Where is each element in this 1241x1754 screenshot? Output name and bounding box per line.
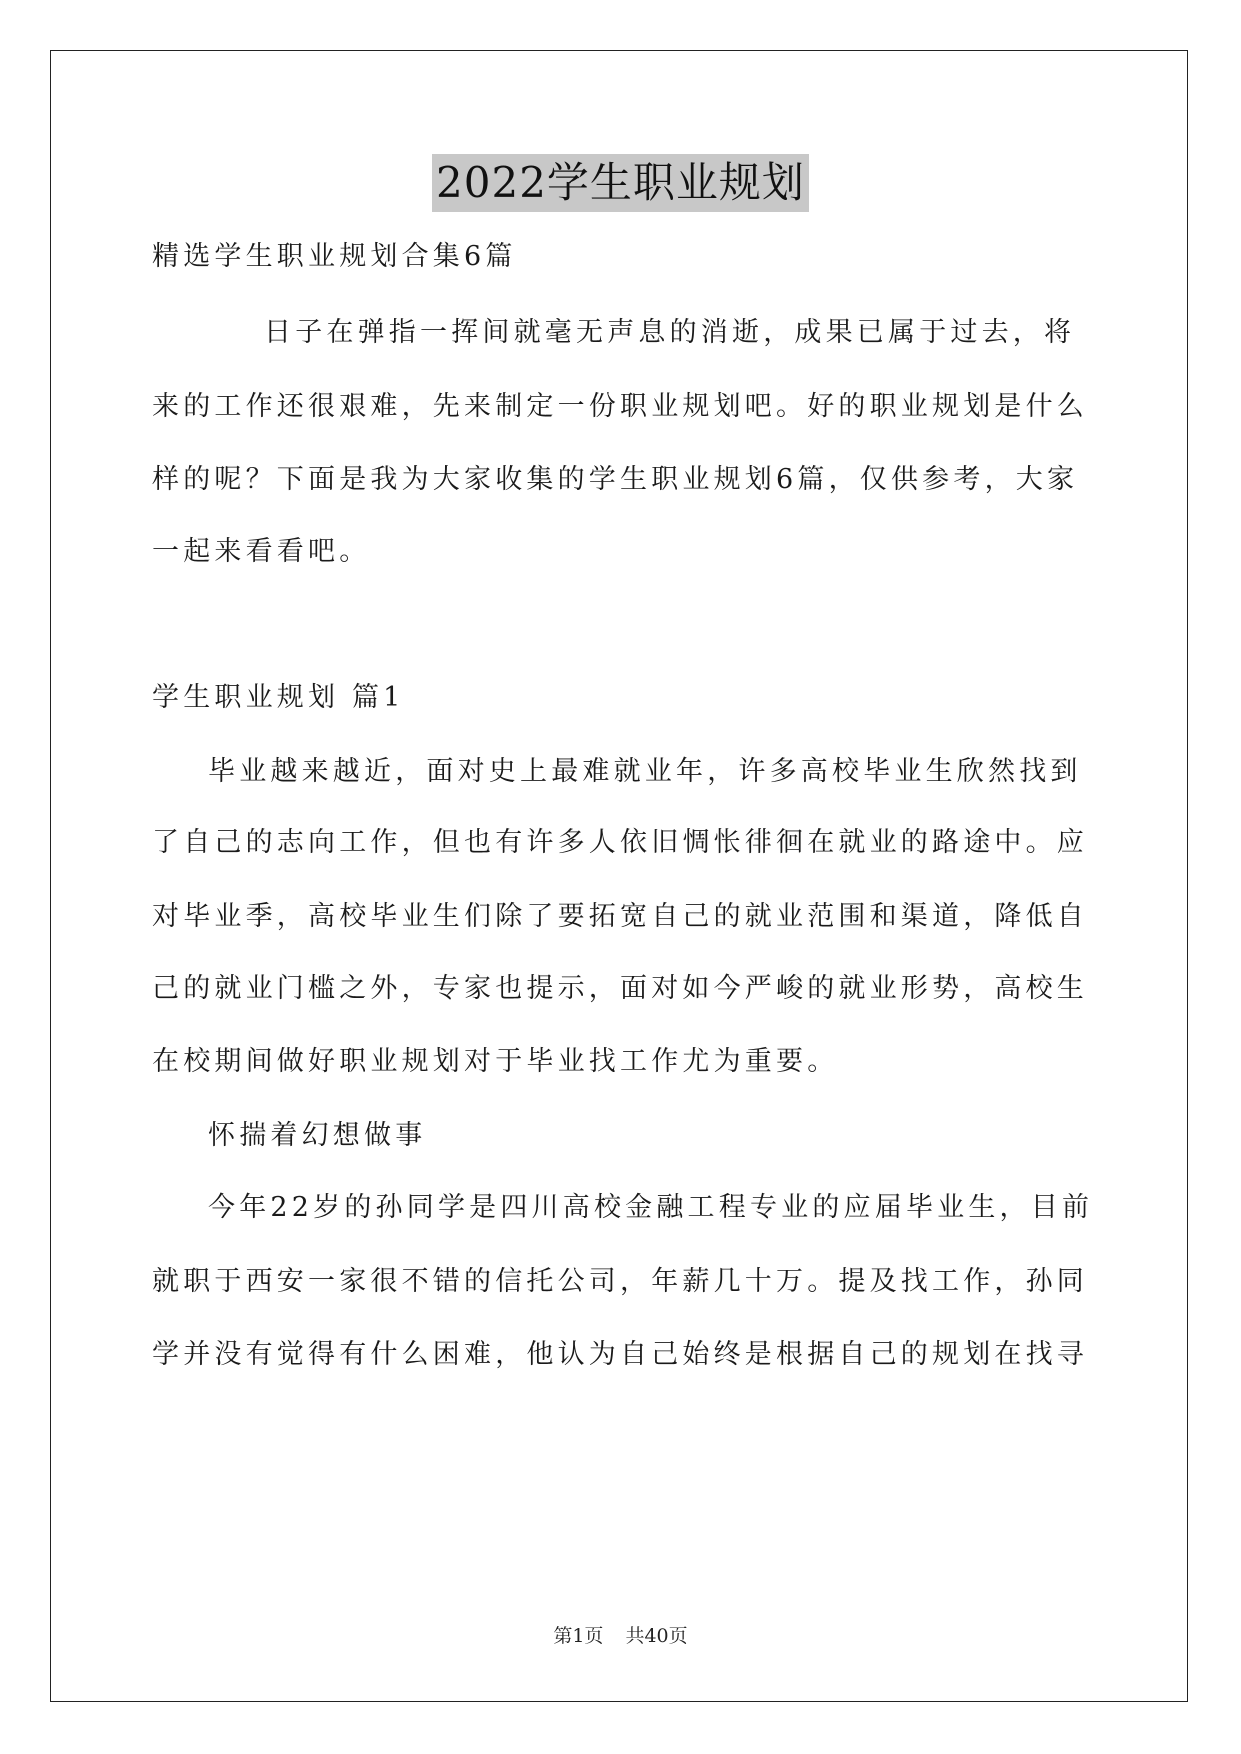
page-total: 共40页 xyxy=(625,1625,688,1647)
page-number: 第1页 xyxy=(553,1625,604,1647)
document-title[interactable]: 2022学生职业规划 xyxy=(432,154,809,212)
page-border xyxy=(50,50,1188,1702)
section-line[interactable]: 对毕业季，高校毕业生们除了要拓宽自己的就业范围和渠道，降低自 xyxy=(152,901,1088,932)
section-line[interactable]: 己的就业门槛之外，专家也提示，面对如今严峻的就业形势，高校生 xyxy=(152,973,1088,1004)
intro-line[interactable]: 日子在弹指一挥间就毫无声息的消逝，成果已属于过去，将 xyxy=(264,317,1076,348)
section-line[interactable]: 毕业越来越近，面对史上最难就业年，许多高校毕业生欣然找到 xyxy=(208,756,1082,787)
document-subtitle[interactable]: 精选学生职业规划合集6篇 xyxy=(152,241,517,272)
intro-line[interactable]: 来的工作还很艰难，先来制定一份职业规划吧。好的职业规划是什么 xyxy=(152,391,1088,422)
story-line[interactable]: 学并没有觉得有什么困难，他认为自己始终是根据自己的规划在找寻 xyxy=(152,1339,1088,1370)
story-line[interactable]: 就职于西安一家很不错的信托公司，年薪几十万。提及找工作，孙同 xyxy=(152,1266,1088,1297)
sub-heading[interactable]: 怀揣着幻想做事 xyxy=(208,1120,427,1151)
title-container xyxy=(0,154,1241,212)
story-line[interactable]: 今年22岁的孙同学是四川高校金融工程专业的应届毕业生，目前 xyxy=(208,1192,1094,1223)
section-line[interactable]: 了自己的志向工作，但也有许多人依旧惆怅徘徊在就业的路途中。应 xyxy=(152,827,1088,858)
page-footer xyxy=(0,1621,1241,1648)
intro-line[interactable]: 样的呢？下面是我为大家收集的学生职业规划6篇，仅供参考，大家 xyxy=(152,464,1079,495)
section-heading[interactable]: 学生职业规划 篇1 xyxy=(152,682,405,713)
section-line[interactable]: 在校期间做好职业规划对于毕业找工作尤为重要。 xyxy=(152,1046,839,1077)
intro-line[interactable]: 一起来看看吧。 xyxy=(152,536,371,567)
